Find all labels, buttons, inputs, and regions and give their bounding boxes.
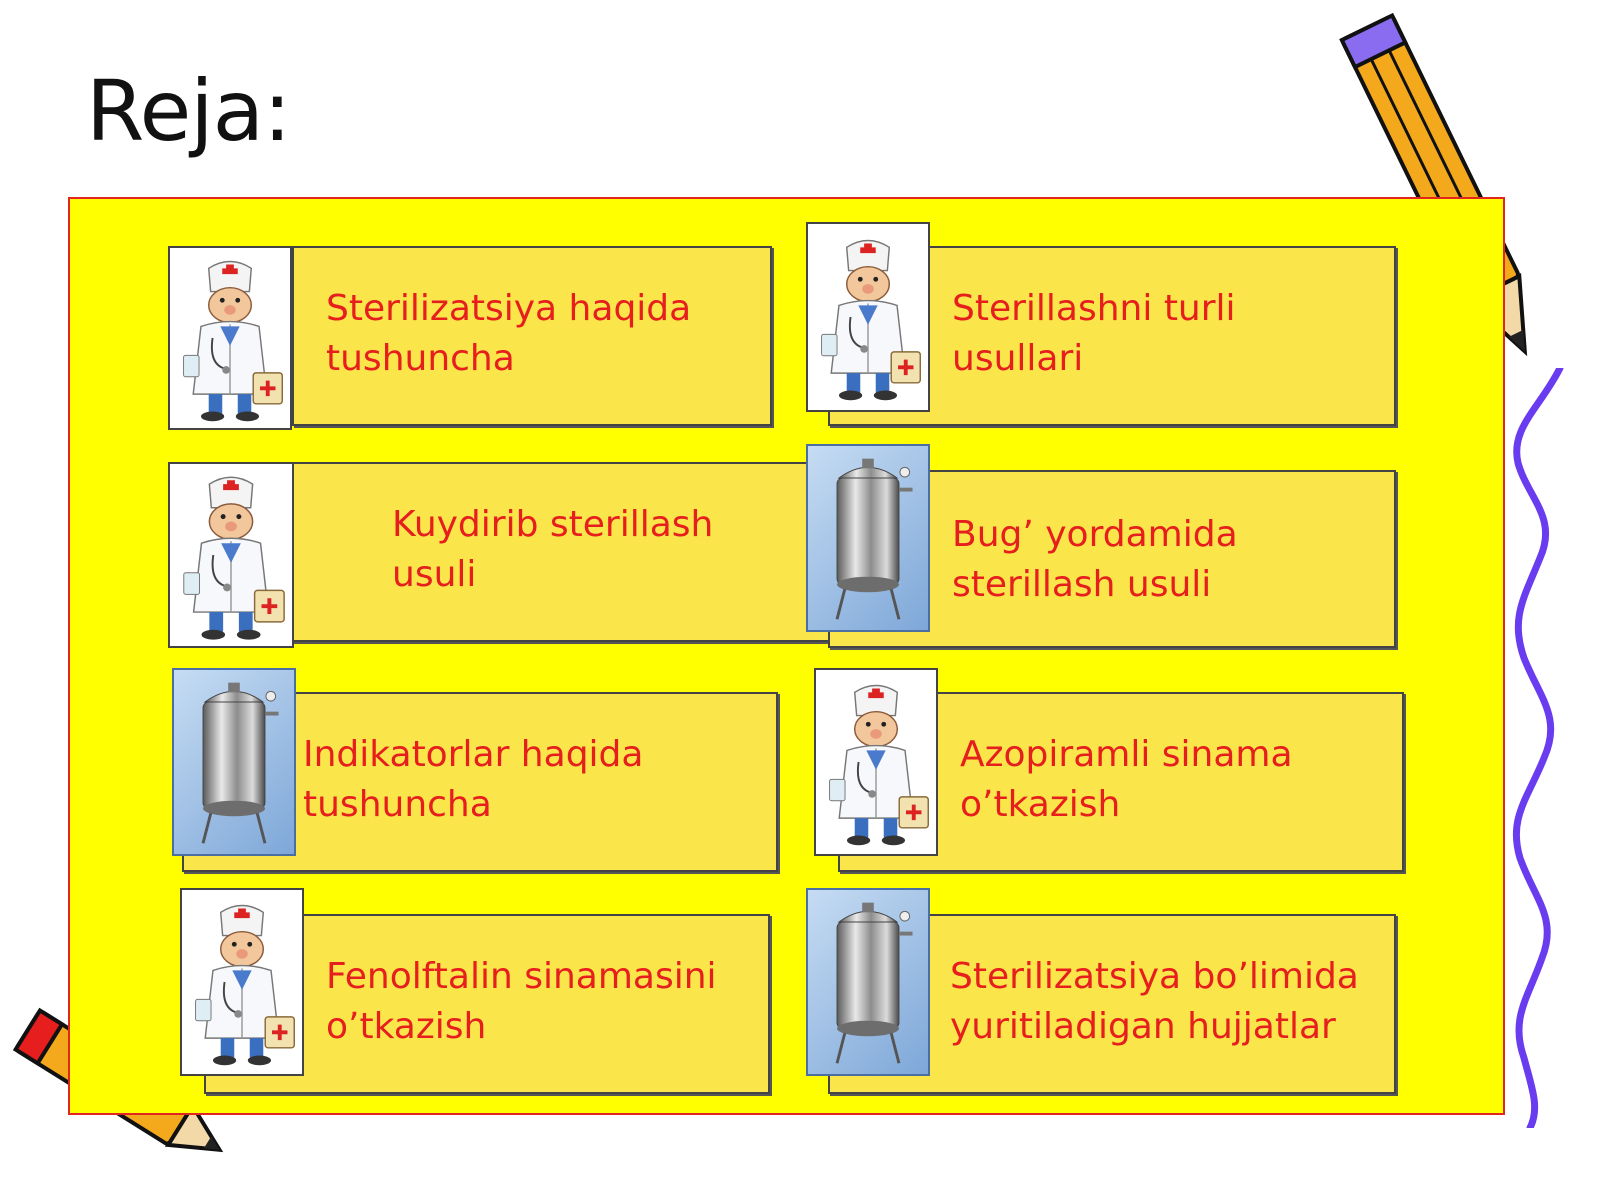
plan-item-text: Sterilizatsiya bo’limida yuritiladigan hujjatlar [950,956,1359,1047]
plan-item-text: Sterilizatsiya haqida tushuncha [326,288,692,379]
doctor-icon [180,888,304,1076]
squiggle-decoration [1500,368,1580,1128]
doctor-icon [168,462,294,648]
plan-item-text: Sterillashni turli usullari [952,288,1236,379]
autoclave-icon [806,888,930,1076]
doctor-icon [168,246,292,430]
plan-item-text: Fenolftalin sinamasini o’tkazish [326,956,717,1047]
autoclave-icon [806,444,930,632]
plan-item-text: Bug’ yordamida sterillash usuli [952,514,1238,605]
page-title: Reja: [86,62,291,160]
doctor-icon [814,668,938,856]
plan-item-text: Kuydirib sterillash usuli [392,504,714,595]
autoclave-icon [172,668,296,856]
doctor-icon [806,222,930,412]
plan-item-text: Azopiramli sinama o’tkazish [960,734,1293,825]
plan-item-text: Indikatorlar haqida tushuncha [303,734,644,825]
